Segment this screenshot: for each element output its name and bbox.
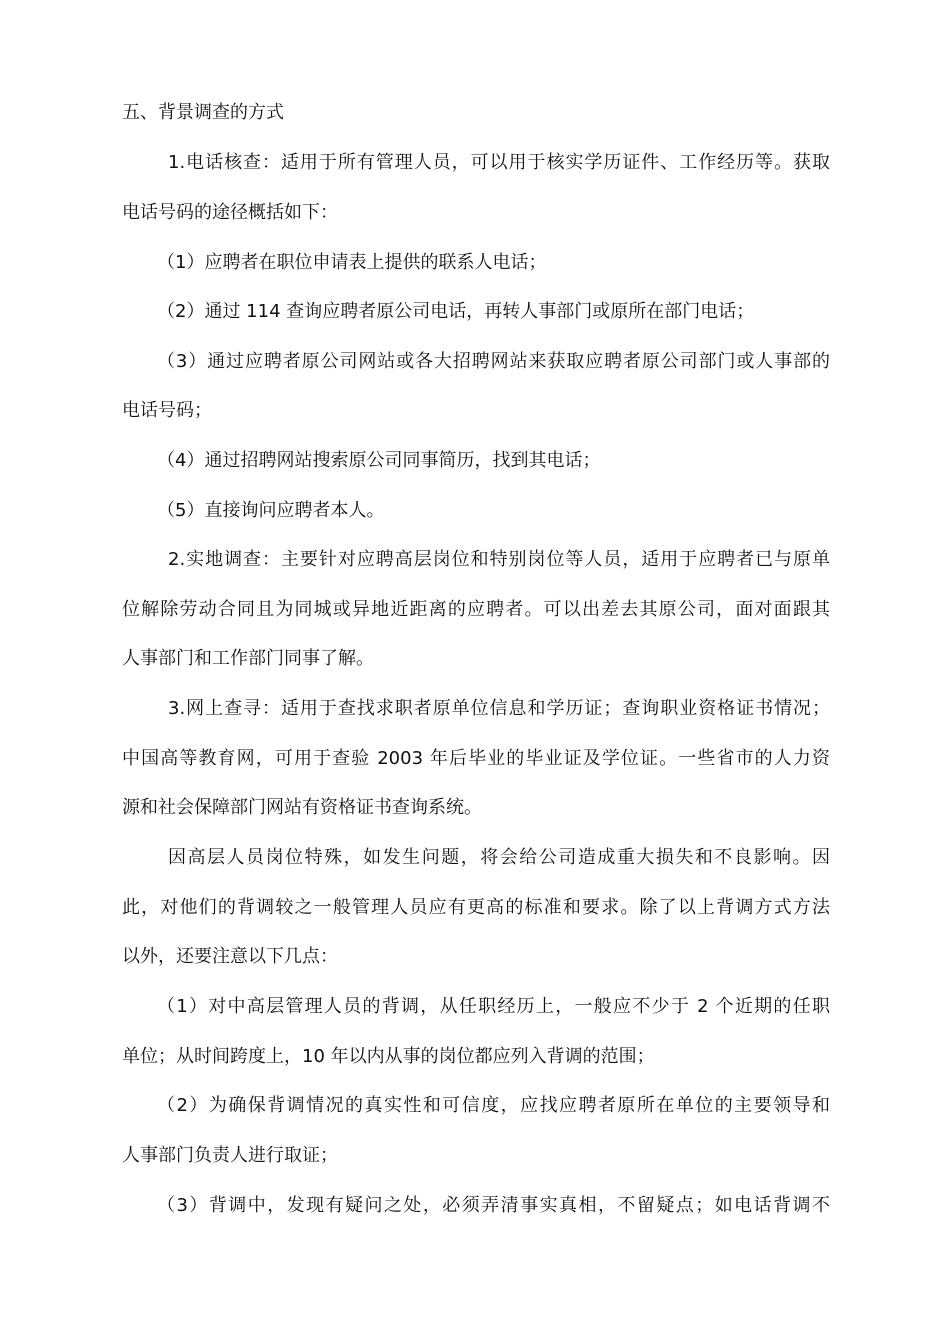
list-item: （4）通过招聘网站搜索原公司同事简历，找到其电话； xyxy=(157,450,601,471)
paragraph-line: 位解除劳动合同且为同城或异地近距离的应聘者。可以出差去其原公司，面对面跟其 xyxy=(122,599,830,620)
paragraph-line: 1.电话核查：适用于所有管理人员，可以用于核实学历证件、工作经历等。获取 xyxy=(168,152,830,173)
paragraph-line: 人事部门和工作部门同事了解。 xyxy=(122,648,374,669)
paragraph-line: 中国高等教育网，可用于查验 2003 年后毕业的毕业证及学位证。一些省市的人力资 xyxy=(122,748,830,769)
list-item: （5）直接询问应聘者本人。 xyxy=(157,500,385,521)
list-item: （1）对中高层管理人员的背调，从任职经历上，一般应不少于 2 个近期的任职 xyxy=(157,996,830,1017)
paragraph-line: 因高层人员岗位特殊，如发生问题，将会给公司造成重大损失和不良影响。因 xyxy=(168,847,830,868)
list-item: （3）通过应聘者原公司网站或各大招聘网站来获取应聘者原公司部门或人事部的 xyxy=(157,351,830,372)
paragraph-line: 以外，还要注意以下几点： xyxy=(122,946,338,967)
paragraph-line: 电话号码的途径概括如下： xyxy=(122,202,338,223)
list-item: （2）通过 114 查询应聘者原公司电话，再转人事部门或原所在部门电话； xyxy=(157,301,755,322)
list-item: （2）为确保背调情况的真实性和可信度，应找应聘者原所在单位的主要领导和 xyxy=(157,1095,830,1116)
paragraph-line: 源和社会保障部门网站有资格证书查询系统。 xyxy=(122,797,482,818)
list-item-continuation: 电话号码； xyxy=(122,400,212,421)
list-item: （3）背调中，发现有疑问之处，必须弄清事实真相，不留疑点；如电话背调不 xyxy=(157,1195,830,1216)
list-item-continuation: 单位；从时间跨度上，10 年以内从事的岗位都应列入背调的范围； xyxy=(122,1046,655,1067)
paragraph-line: 此，对他们的背调较之一般管理人员应有更高的标准和要求。除了以上背调方式方法 xyxy=(122,897,830,918)
paragraph-line: 2.实地调查：主要针对应聘高层岗位和特别岗位等人员，适用于应聘者已与原单 xyxy=(168,549,830,570)
paragraph-line: 3.网上查寻：适用于查找求职者原单位信息和学历证；查询职业资格证书情况； xyxy=(168,698,830,719)
list-item: （1）应聘者在职位申请表上提供的联系人电话； xyxy=(157,252,547,273)
section-heading: 五、背景调查的方式 xyxy=(122,102,284,123)
list-item-continuation: 人事部门负责人进行取证； xyxy=(122,1145,338,1166)
